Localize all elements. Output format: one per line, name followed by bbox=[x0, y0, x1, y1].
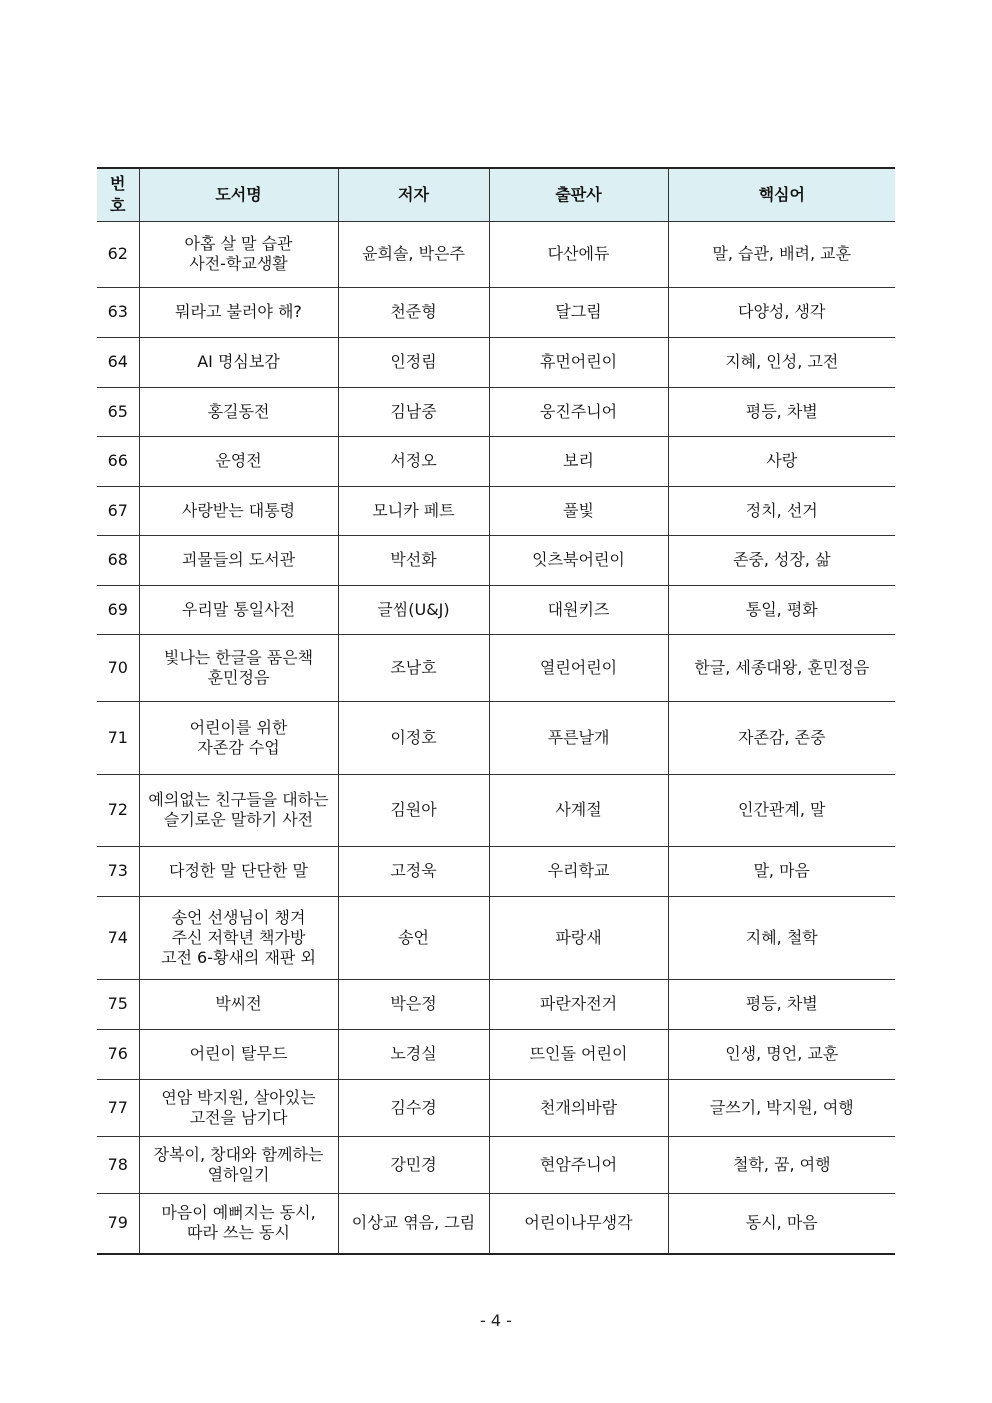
cell-publisher: 어린이나무생각 bbox=[489, 1193, 668, 1254]
table-row bbox=[97, 535, 895, 585]
cell-title: 송언 선생님이 챙겨 주신 저학년 책가방 고전 6-황새의 재판 외 bbox=[139, 896, 338, 979]
header-author: 저자 bbox=[338, 168, 489, 221]
cell-publisher: 웅진주니어 bbox=[489, 387, 668, 436]
cell-keywords: 말, 습관, 배려, 교훈 bbox=[668, 221, 895, 287]
cell-number: 76 bbox=[97, 1029, 139, 1079]
cell-author: 인정림 bbox=[338, 337, 489, 387]
cell-title: 예의없는 친구들을 대하는 슬기로운 말하기 사전 bbox=[139, 774, 338, 846]
cell-keywords: 평등, 차별 bbox=[668, 387, 895, 436]
cell-publisher: 열린어린이 bbox=[489, 634, 668, 701]
header-keywords: 핵심어 bbox=[668, 168, 895, 221]
cell-publisher: 휴먼어린이 bbox=[489, 337, 668, 387]
cell-publisher: 달그림 bbox=[489, 287, 668, 337]
cell-author: 김원아 bbox=[338, 774, 489, 846]
cell-publisher: 파랑새 bbox=[489, 896, 668, 979]
cell-author: 강민경 bbox=[338, 1136, 489, 1193]
cell-publisher: 푸른날개 bbox=[489, 701, 668, 774]
cell-author: 서정오 bbox=[338, 436, 489, 486]
cell-title: 뭐라고 불러야 해? bbox=[139, 287, 338, 337]
cell-title: 사랑받는 대통령 bbox=[139, 486, 338, 535]
cell-title: 홍길동전 bbox=[139, 387, 338, 436]
cell-keywords: 지혜, 철학 bbox=[668, 896, 895, 979]
cell-keywords: 다양성, 생각 bbox=[668, 287, 895, 337]
header-number: 번 호 bbox=[97, 168, 139, 221]
cell-number: 71 bbox=[97, 701, 139, 774]
cell-publisher: 풀빛 bbox=[489, 486, 668, 535]
table-row bbox=[97, 221, 895, 287]
cell-keywords: 철학, 꿈, 여행 bbox=[668, 1136, 895, 1193]
cell-number: 64 bbox=[97, 337, 139, 387]
table-row bbox=[97, 486, 895, 535]
table-row bbox=[97, 287, 895, 337]
cell-keywords: 정치, 선거 bbox=[668, 486, 895, 535]
cell-keywords: 인생, 명언, 교훈 bbox=[668, 1029, 895, 1079]
cell-keywords: 자존감, 존중 bbox=[668, 701, 895, 774]
cell-publisher: 대원키즈 bbox=[489, 585, 668, 634]
cell-number: 62 bbox=[97, 221, 139, 287]
cell-number: 77 bbox=[97, 1079, 139, 1136]
cell-title: 괴물들의 도서관 bbox=[139, 535, 338, 585]
cell-publisher: 우리학교 bbox=[489, 846, 668, 896]
table-row bbox=[97, 387, 895, 436]
cell-title: 다정한 말 단단한 말 bbox=[139, 846, 338, 896]
cell-publisher: 보리 bbox=[489, 436, 668, 486]
cell-keywords: 평등, 차별 bbox=[668, 979, 895, 1029]
cell-keywords: 지혜, 인성, 고전 bbox=[668, 337, 895, 387]
cell-number: 69 bbox=[97, 585, 139, 634]
cell-keywords: 존중, 성장, 삶 bbox=[668, 535, 895, 585]
cell-number: 63 bbox=[97, 287, 139, 337]
header-title: 도서명 bbox=[139, 168, 338, 221]
cell-title: 어린이 탈무드 bbox=[139, 1029, 338, 1079]
cell-number: 73 bbox=[97, 846, 139, 896]
cell-title: 아홉 살 말 습관 사전-학교생활 bbox=[139, 221, 338, 287]
cell-author: 고정욱 bbox=[338, 846, 489, 896]
cell-publisher: 다산에듀 bbox=[489, 221, 668, 287]
cell-keywords: 말, 마음 bbox=[668, 846, 895, 896]
cell-author: 조남호 bbox=[338, 634, 489, 701]
table-row bbox=[97, 436, 895, 486]
cell-publisher: 파란자전거 bbox=[489, 979, 668, 1029]
cell-title: 장복이, 창대와 함께하는 열하일기 bbox=[139, 1136, 338, 1193]
cell-title: 어린이를 위한 자존감 수업 bbox=[139, 701, 338, 774]
table-row bbox=[97, 701, 895, 774]
cell-publisher: 천개의바람 bbox=[489, 1079, 668, 1136]
cell-title: 마음이 예뻐지는 동시, 따라 쓰는 동시 bbox=[139, 1193, 338, 1254]
cell-author: 박은정 bbox=[338, 979, 489, 1029]
book-list-table bbox=[97, 167, 895, 1255]
cell-title: 연암 박지원, 살아있는 고전을 남기다 bbox=[139, 1079, 338, 1136]
cell-author: 김수경 bbox=[338, 1079, 489, 1136]
cell-author: 김남중 bbox=[338, 387, 489, 436]
table-row bbox=[97, 1029, 895, 1079]
cell-keywords: 동시, 마음 bbox=[668, 1193, 895, 1254]
cell-title: 우리말 통일사전 bbox=[139, 585, 338, 634]
cell-author: 천준형 bbox=[338, 287, 489, 337]
table-row bbox=[97, 979, 895, 1029]
cell-keywords: 글쓰기, 박지원, 여행 bbox=[668, 1079, 895, 1136]
page-number: - 4 - bbox=[480, 1311, 512, 1330]
table-row bbox=[97, 846, 895, 896]
cell-author: 윤희솔, 박은주 bbox=[338, 221, 489, 287]
cell-number: 75 bbox=[97, 979, 139, 1029]
cell-keywords: 한글, 세종대왕, 훈민정음 bbox=[668, 634, 895, 701]
cell-number: 79 bbox=[97, 1193, 139, 1254]
table-row bbox=[97, 896, 895, 979]
table-row bbox=[97, 634, 895, 701]
cell-publisher: 현암주니어 bbox=[489, 1136, 668, 1193]
table-row bbox=[97, 1193, 895, 1254]
cell-author: 박선화 bbox=[338, 535, 489, 585]
table-row bbox=[97, 585, 895, 634]
cell-author: 모니카 페트 bbox=[338, 486, 489, 535]
cell-author: 글씸(U&J) bbox=[338, 585, 489, 634]
cell-number: 72 bbox=[97, 774, 139, 846]
cell-title: 박씨전 bbox=[139, 979, 338, 1029]
table-body bbox=[97, 221, 895, 1254]
cell-author: 이정호 bbox=[338, 701, 489, 774]
cell-number: 70 bbox=[97, 634, 139, 701]
header-publisher: 출판사 bbox=[489, 168, 668, 221]
cell-number: 68 bbox=[97, 535, 139, 585]
cell-number: 78 bbox=[97, 1136, 139, 1193]
cell-number: 66 bbox=[97, 436, 139, 486]
table-row bbox=[97, 1079, 895, 1136]
cell-author: 노경실 bbox=[338, 1029, 489, 1079]
cell-number: 65 bbox=[97, 387, 139, 436]
cell-keywords: 통일, 평화 bbox=[668, 585, 895, 634]
table-row bbox=[97, 774, 895, 846]
cell-author: 이상교 엮음, 그림 bbox=[338, 1193, 489, 1254]
cell-number: 67 bbox=[97, 486, 139, 535]
cell-number: 74 bbox=[97, 896, 139, 979]
cell-title: 운영전 bbox=[139, 436, 338, 486]
table-header-row bbox=[97, 168, 895, 221]
table-row bbox=[97, 337, 895, 387]
cell-publisher: 뜨인돌 어린이 bbox=[489, 1029, 668, 1079]
cell-title: AI 명심보감 bbox=[139, 337, 338, 387]
cell-publisher: 사계절 bbox=[489, 774, 668, 846]
cell-keywords: 사랑 bbox=[668, 436, 895, 486]
cell-author: 송언 bbox=[338, 896, 489, 979]
cell-publisher: 잇츠북어린이 bbox=[489, 535, 668, 585]
cell-title: 빛나는 한글을 품은책 훈민정음 bbox=[139, 634, 338, 701]
cell-keywords: 인간관계, 말 bbox=[668, 774, 895, 846]
table-row bbox=[97, 1136, 895, 1193]
